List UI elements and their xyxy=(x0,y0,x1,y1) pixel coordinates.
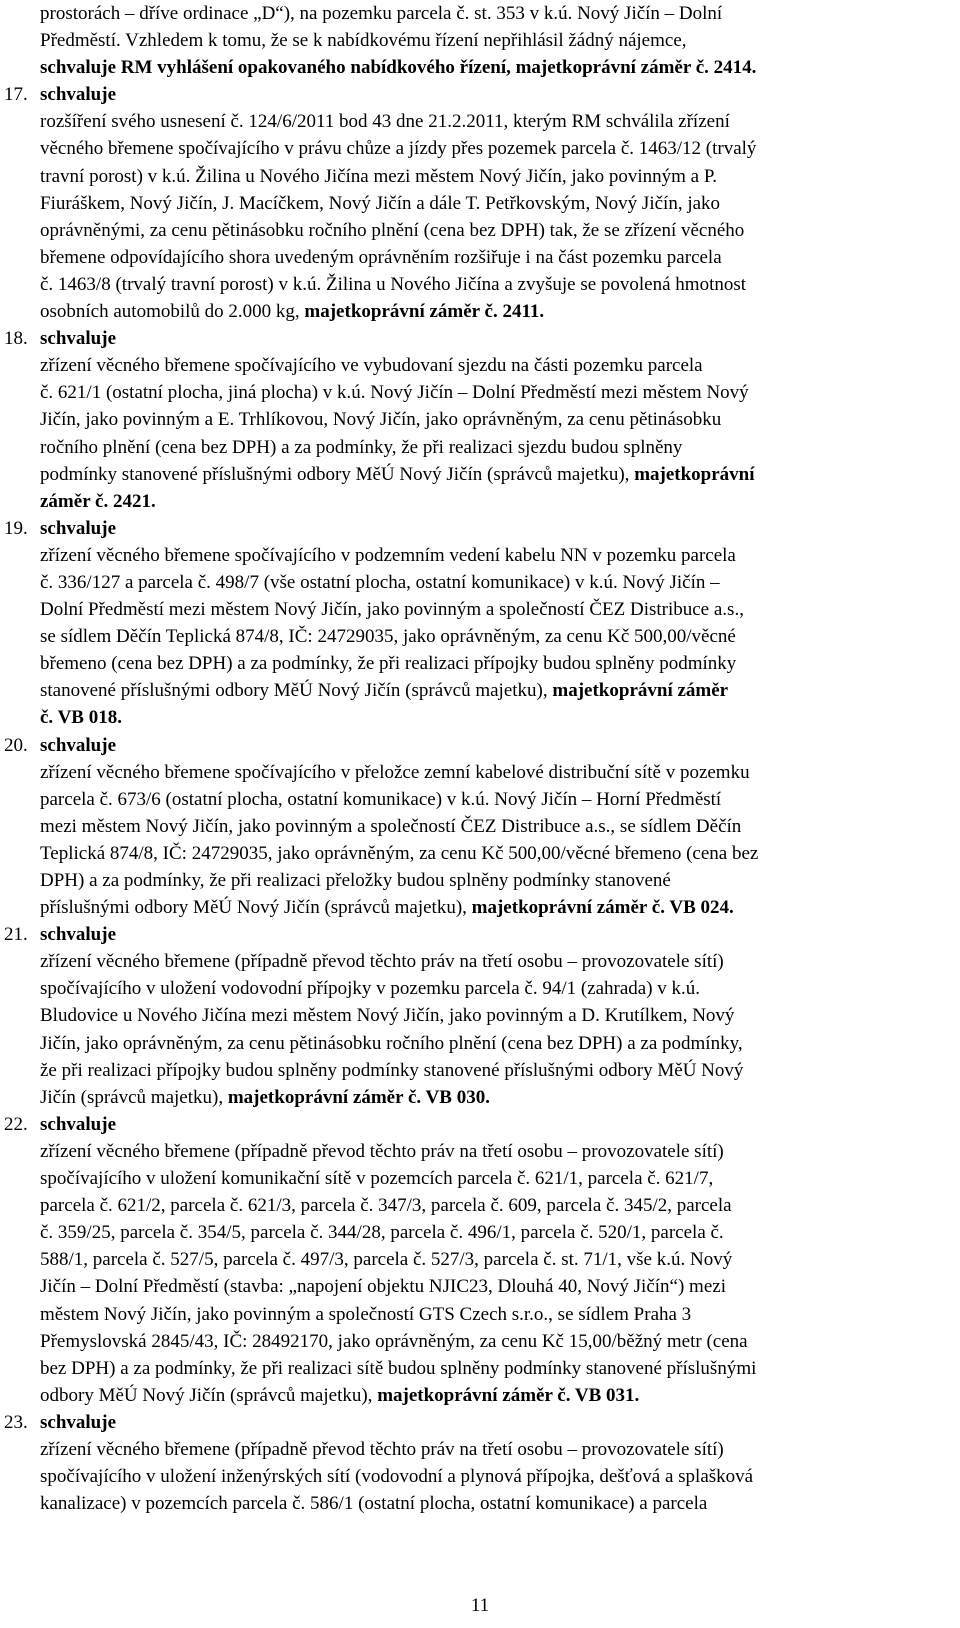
item-line: se sídlem Děčín Teplická 874/8, IČ: 24729035, jako oprávněným, za cenu Kč 500,00/věcné xyxy=(40,626,736,648)
item-line: věcného břemene spočívajícího v právu chůze a jízdy přes pozemek parcela č. 1463/12 (trvalý xyxy=(40,138,757,160)
item-line: Přemyslovská 2845/43, IČ: 28492170, jako oprávněným, za cenu Kč 15,00/běžný metr (cena xyxy=(40,1330,748,1352)
item-line xyxy=(0,677,960,704)
item-line: zřízení věcného břemene (případně převod těchto práv na třetí osobu – provozovatele sítí) xyxy=(40,1438,724,1460)
item-line: Dolní Předměstí mezi městem Nový Jičín, jako povinným a společností ČEZ Distribuce a.s., xyxy=(40,599,744,621)
resolution-item-23 xyxy=(0,1409,960,1436)
item-line: zřízení věcného břemene (případně převod těchto práv na třetí osobu – provozovatele sítí) xyxy=(40,1140,724,1162)
item-line: Teplická 874/8, IČ: 24729035, jako oprávněným, za cenu Kč 500,00/věcné břemeno (cena bez xyxy=(40,842,759,864)
item-line: Bludovice u Nového Jičína mezi městem Nový Jičín, jako povinným a D. Krutílkem, Nový xyxy=(40,1005,735,1027)
item-heading: schvaluje xyxy=(40,924,116,946)
item-line-text: Jičín (správců majetku), xyxy=(40,1086,224,1108)
item-line: zřízení věcného břemene spočívajícího v podzemním vedení kabelu NN v pozemku parcela xyxy=(40,544,736,566)
item-line: břemene odpovídajícího shora uvedeným oprávněním rozšiřuje i na část pozemku parcela xyxy=(40,246,722,268)
item-heading: schvaluje xyxy=(40,1113,116,1135)
item-line: že při realizaci přípojky budou splněny podmínky stanovené příslušnými odbory MěÚ Nový xyxy=(40,1059,744,1081)
zamer-reference-end: záměr č. 2421. xyxy=(40,490,156,512)
item-line: kanalizace) v pozemcích parcela č. 586/1 (ostatní plocha, ostatní komunikace) a parcela xyxy=(40,1493,708,1515)
item-line: travní porost) v k.ú. Žilina u Nového Jičína mezi městem Nový Jičín, jako povinným a P. xyxy=(40,165,718,187)
item-line-text: příslušnými odbory MěÚ Nový Jičín (správců majetku), xyxy=(40,897,467,919)
item-line xyxy=(0,1382,960,1409)
zamer-reference: majetkoprávní záměr č. VB 031. xyxy=(377,1384,640,1406)
item-line: rozšíření svého usnesení č. 124/6/2011 bod 43 dne 21.2.2011, kterým RM schválila zřízení xyxy=(40,111,730,133)
item-number: 17. xyxy=(4,84,28,106)
item-number: 19. xyxy=(4,517,28,539)
resolution-item-21 xyxy=(0,921,960,948)
item-line xyxy=(0,298,960,325)
item-heading: schvaluje xyxy=(40,328,116,350)
zamer-reference: majetkoprávní záměr č. VB 030. xyxy=(227,1086,490,1108)
intro-line xyxy=(0,54,960,81)
item-line: Jičín, jako oprávněným, za cenu pětinásobku ročního plnění (cena bez DPH) a za podmínky, xyxy=(40,1032,743,1054)
item-line xyxy=(0,488,960,515)
item-line: Fiuráškem, Nový Jičín, J. Macíčkem, Nový Jičín a dále T. Petřkovským, Nový Jičín, jako xyxy=(40,192,721,214)
item-line: č. 1463/8 (trvalý travní porost) v k.ú. Žilina u Nového Jičína a zvyšuje se povolená hmotnost xyxy=(40,273,747,295)
item-number: 18. xyxy=(4,328,28,350)
item-line-text: osobních automobilů do 2.000 kg, xyxy=(40,301,300,323)
item-number: 21. xyxy=(4,924,28,946)
item-line: zřízení věcného břemene (případně převod těchto práv na třetí osobu – provozovatele sítí) xyxy=(40,951,724,973)
item-line xyxy=(0,1084,960,1111)
item-line: spočívajícího v uložení inženýrských sítí (vodovodní a plynová přípojka, dešťová a splašková xyxy=(40,1466,754,1488)
item-line: oprávněnými, za cenu pětinásobku ročního plnění (cena bez DPH) tak, že se zřízení věcného xyxy=(40,219,745,241)
item-line: bez DPH) a za podmínky, že při realizaci sítě budou splněny podmínky stanovené příslušnými xyxy=(40,1357,757,1379)
resolution-item-18 xyxy=(0,325,960,352)
item-line: parcela č. 621/2, parcela č. 621/3, parcela č. 347/3, parcela č. 609, parcela č. 345/2, parcela xyxy=(40,1195,732,1217)
resolution-item-17 xyxy=(0,81,960,108)
item-line xyxy=(0,704,960,731)
zamer-reference: majetkoprávní záměr č. 2411. xyxy=(304,301,545,323)
item-heading: schvaluje xyxy=(40,84,116,106)
item-line-text: stanovené příslušnými odbory MěÚ Nový Jičín (správců majetku), xyxy=(40,680,548,702)
item-line xyxy=(0,894,960,921)
item-heading: schvaluje xyxy=(40,517,116,539)
resolution-item-20 xyxy=(0,732,960,759)
item-line: Jičín, jako povinným a E. Trhlíkovou, Nový Jičín, jako oprávněným, za cenu pětinásobku xyxy=(40,409,722,431)
item-line: zřízení věcného břemene spočívajícího ve vybudovaní sjezdu na části pozemku parcela xyxy=(40,355,703,377)
intro-line: prostorách – dříve ordinace „D“), na pozemku parcela č. st. 353 v k.ú. Nový Jičín – Dolní xyxy=(40,3,723,24)
item-line xyxy=(0,461,960,488)
item-line: č. 359/25, parcela č. 354/5, parcela č. 344/28, parcela č. 496/1, parcela č. 520/1, parcela č. xyxy=(40,1222,724,1244)
page-number: 11 xyxy=(470,1595,490,1616)
item-line: č. 621/1 (ostatní plocha, jiná plocha) v k.ú. Nový Jičín – Dolní Předměstí mezi městem Nový xyxy=(40,382,749,404)
intro-line-emphasis: schvaluje RM vyhlášení opakovaného nabídkového řízení, majetkoprávní záměr č. 2414. xyxy=(40,57,757,79)
resolution-item-22 xyxy=(0,1111,960,1138)
zamer-reference-start: majetkoprávní záměr xyxy=(552,680,729,702)
item-line: spočívajícího v uložení komunikační sítě v pozemcích parcela č. 621/1, parcela č. 621/7, xyxy=(40,1168,714,1190)
item-number: 20. xyxy=(4,734,28,756)
item-line: zřízení věcného břemene spočívajícího v přeložce zemní kabelové distribuční sítě v pozemku xyxy=(40,761,750,783)
zamer-reference-start: majetkoprávní xyxy=(634,463,755,485)
zamer-reference-end: č. VB 018. xyxy=(40,707,122,729)
item-line: ročního plnění (cena bez DPH) a za podmínky, že při realizaci sjezdu budou splněny xyxy=(40,436,683,458)
item-heading: schvaluje xyxy=(40,1411,116,1433)
item-line: Jičín – Dolní Předměstí (stavba: „napojení objektu NJIC23, Dlouhá 40, Nový Jičín“) mezi xyxy=(40,1276,726,1298)
item-number: 23. xyxy=(4,1411,28,1433)
item-line: spočívajícího v uložení vodovodní přípojky v pozemku parcela č. 94/1 (zahrada) v k.ú. xyxy=(40,978,701,1000)
resolution-item-19 xyxy=(0,515,960,542)
item-line-text: podmínky stanovené příslušnými odbory MěÚ Nový Jičín (správců majetku), xyxy=(40,463,630,485)
item-line: č. 336/127 a parcela č. 498/7 (vše ostatní plocha, ostatní komunikace) v k.ú. Nový Jičín – xyxy=(40,571,720,593)
item-line-text: odbory MěÚ Nový Jičín (správců majetku), xyxy=(40,1384,373,1406)
intro-line: Předměstí. Vzhledem k tomu, že se k nabídkovému řízení nepřihlásil žádný nájemce, xyxy=(40,30,687,52)
item-heading: schvaluje xyxy=(40,734,116,756)
item-line: břemeno (cena bez DPH) a za podmínky, že při realizaci přípojky budou splněny podmínky xyxy=(40,653,737,675)
item-number: 22. xyxy=(4,1113,28,1135)
item-line: mezi městem Nový Jičín, jako povinným a společností ČEZ Distribuce a.s., se sídlem Děčín xyxy=(40,815,742,837)
item-line: parcela č. 673/6 (ostatní plocha, ostatní komunikace) v k.ú. Nový Jičín – Horní Předměstí xyxy=(40,788,722,810)
item-line: městem Nový Jičín, jako povinným a společností GTS Czech s.r.o., se sídlem Praha 3 xyxy=(40,1303,692,1325)
zamer-reference: majetkoprávní záměr č. VB 024. xyxy=(471,897,734,919)
item-line: 588/1, parcela č. 527/5, parcela č. 497/3, parcela č. 527/3, parcela č. st. 71/1, vše k.ú. Nový xyxy=(40,1249,733,1271)
item-line: DPH) a za podmínky, že při realizaci přeložky budou splněny podmínky stanovené xyxy=(40,870,671,891)
